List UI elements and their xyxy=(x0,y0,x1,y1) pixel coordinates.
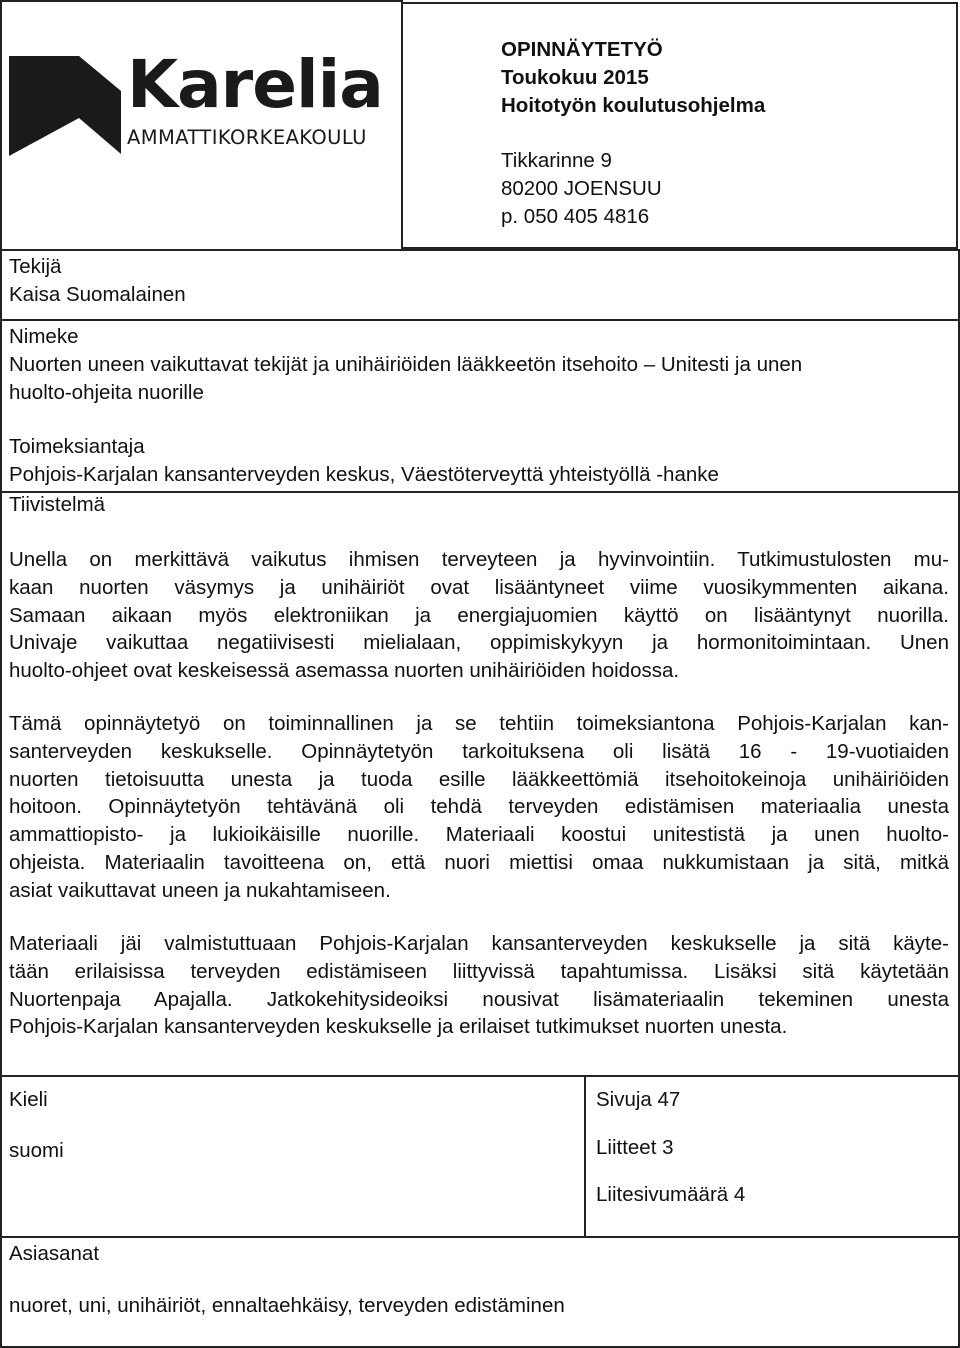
abstract-paragraph-2 xyxy=(9,710,949,905)
title-line-1: Nuorten uneen vaikuttavat tekijät ja unihäiriöiden lääkkeetön itsehoito – Unitesti ja unen xyxy=(9,353,803,376)
abstract-paragraph-1 xyxy=(9,546,949,685)
abstract-line: Materiaali jäi valmistuttuaan Pohjois-Karjalan kansanterveyden keskukselle ja sitä käyte- xyxy=(9,932,949,955)
abstract-line: Pohjois-Karjalan kansanterveyden keskukselle ja erilaiset tutkimukset nuorten unesta. xyxy=(9,1015,788,1039)
info-box xyxy=(401,2,958,249)
keywords-box xyxy=(0,1236,960,1348)
language-label: Kieli xyxy=(9,1088,48,1111)
appendix-count: Liitteet 3 xyxy=(596,1136,674,1159)
author-label: Tekijä xyxy=(9,255,62,278)
appendix-page-count: Liitesivumäärä 4 xyxy=(596,1183,746,1206)
abstract-paragraph-3 xyxy=(9,930,949,1041)
abstract-line: tään erilaisissa terveyden edistämiseen liittyvissä tapahtumissa. Lisäksi sitä käytetään xyxy=(9,959,949,983)
keywords-value: nuoret, uni, unihäiriöt, ennaltaehkäisy, terveyden edistäminen xyxy=(9,1294,565,1317)
commissioner-value: Pohjois-Karjalan kansanterveyden keskus, Väestöterveyttä yhteistyöllä -hanke xyxy=(9,463,719,486)
abstract-line: Nuortenpaja Apajalla. Jatkokehitysideoiksi nousivat lisämateriaalin tekeminen unesta xyxy=(9,987,949,1011)
abstract-line: Univaje vaikuttaa negatiivisesti mielialaan, oppimiskykyyn ja hormonitoimintaan. Unen xyxy=(9,631,949,655)
karelia-logo xyxy=(9,46,401,156)
abstract-line: Samaan aikaan myös elektroniikan ja energiajuomien käyttö on lisääntynyt nuorilla. xyxy=(9,603,949,627)
doc-type: OPINNÄYTETYÖ xyxy=(501,38,663,61)
keywords-label: Asiasanat xyxy=(9,1242,100,1265)
karelia-chevron-logo xyxy=(9,56,121,156)
title-box xyxy=(0,319,960,493)
degree-program: Hoitotyön koulutusohjelma xyxy=(501,94,766,117)
abstract-line: Tämä opinnäytetyö on toiminnallinen ja se tehtiin toimeksiantona Pohjois-Karjalan kan- xyxy=(9,712,949,735)
address-phone: p. 050 405 4816 xyxy=(501,205,650,228)
pages-box xyxy=(584,1075,960,1238)
commissioner-label: Toimeksiantaja xyxy=(9,435,145,458)
abstract-line: huolto-ohjeet ovat keskeisessä asemassa nuorten unihäiriöiden hoidossa. xyxy=(9,659,680,683)
language-box xyxy=(0,1075,586,1238)
doc-date: Toukokuu 2015 xyxy=(501,66,649,89)
logo-box xyxy=(0,0,403,251)
abstract-line: santerveyden keskukselle. Opinnäytetyön tarkoituksena oli lisätä 16 - 19-vuotiaiden xyxy=(9,739,949,763)
abstract-line: ohjeista. Materiaalin tavoitteena on, että nuori miettisi omaa nukkumistaan ja sitä, mitkä xyxy=(9,850,949,874)
title-label: Nimeke xyxy=(9,325,79,348)
abstract-line: kaan nuorten väsymys ja unihäiriöt ovat lisääntyneet viime vuosikymmenten aikana. xyxy=(9,575,949,599)
logo-name: Karelia xyxy=(127,46,383,123)
abstract-line: hoitoon. Opinnäytetyön tehtävänä oli tehdä terveyden edistämisen materiaalia unesta xyxy=(9,795,949,819)
author-box xyxy=(0,249,960,321)
address-street: Tikkarinne 9 xyxy=(501,149,612,172)
title-line-2: huolto-ohjeita nuorille xyxy=(9,381,204,404)
language-value: suomi xyxy=(9,1139,64,1162)
author-value: Kaisa Suomalainen xyxy=(9,283,186,306)
abstract-line: Unella on merkittävä vaikutus ihmisen terveyteen ja hyvinvointiin. Tutkimustulosten mu- xyxy=(9,548,949,571)
abstract-line: ammattiopisto- ja lukioikäisille nuorille. Materiaali koostui unitestistä ja unen huolto- xyxy=(9,823,949,847)
abstract-line: asiat vaikuttavat uneen ja nukahtamiseen. xyxy=(9,878,391,902)
address-city: 80200 JOENSUU xyxy=(501,177,662,200)
abstract-line: nuorten tietoisuutta unesta ja tuoda esille lääkkeettömiä itsehoitokeinoja unihäiriöiden xyxy=(9,767,949,791)
page-count: Sivuja 47 xyxy=(596,1088,681,1111)
abstract-label: Tiivistelmä xyxy=(9,493,106,516)
logo-subtitle: AMMATTIKORKEAKOULU xyxy=(127,126,367,149)
